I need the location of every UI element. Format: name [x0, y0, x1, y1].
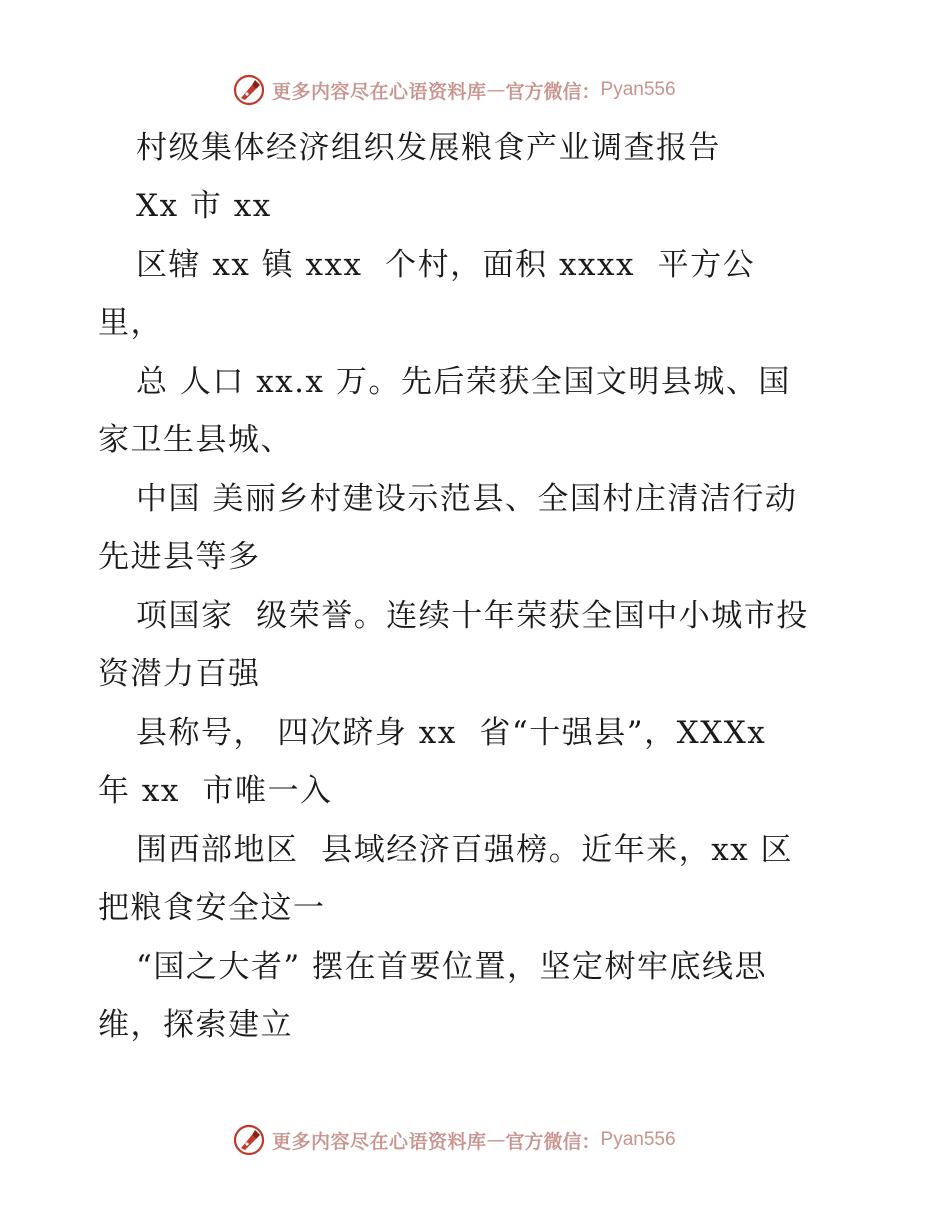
text-line: 资潜力百强: [98, 656, 261, 692]
watermark-wechat-id: Pyan556: [600, 79, 676, 100]
text-line: 家卫生县城、: [98, 422, 293, 458]
text-line: 年 xx 市唯一入: [98, 773, 333, 809]
text-line: 里，: [98, 305, 163, 341]
watermark-main-text: 更多内容尽在心语资料库: [272, 80, 487, 103]
text-line: “国之大者” 摆在首要位置，坚定树牢底线思: [136, 949, 768, 985]
pen-nib-logo-icon: [232, 1123, 266, 1157]
text-line: 中国 美丽乡村建设示范县、全国村庄清洁行动: [136, 481, 798, 517]
text-line: Xx 市 xx: [136, 188, 272, 224]
watermark-sub-text: 官方微信：: [505, 1130, 601, 1153]
text-line: 围西部地区 县域经济百强榜。近年来，xx 区: [136, 832, 794, 868]
text-line: 总 人口 xx.x 万。先后荣获全国文明县城、国: [136, 364, 791, 400]
text-line: 项国家 级荣誉。连续十年荣获全国中小城市投: [136, 598, 809, 634]
watermark-sub-text: 官方微信：: [505, 80, 601, 103]
text-line: 县称号， 四次跻身 xx 省“十强县”，XXXx: [136, 715, 767, 751]
text-line: 区辖 xx 镇 xxx 个村，面积 xxxx 平方公: [136, 247, 756, 283]
text-line: 维，探索建立: [98, 1007, 293, 1043]
footer-watermark: [232, 1122, 676, 1158]
text-line: 把粮食安全这一: [98, 890, 326, 926]
text-line: 先进县等多: [98, 539, 261, 575]
header-watermark: [232, 72, 676, 108]
watermark-separator: —: [486, 79, 506, 101]
watermark-wechat-id: Pyan556: [600, 1129, 676, 1150]
watermark-main-text: 更多内容尽在心语资料库: [272, 1130, 487, 1153]
watermark-separator: —: [486, 1129, 506, 1151]
document-title: 村级集体经济组织发展粮食产业调查报告: [136, 130, 721, 166]
pen-nib-logo-icon: [232, 73, 266, 107]
